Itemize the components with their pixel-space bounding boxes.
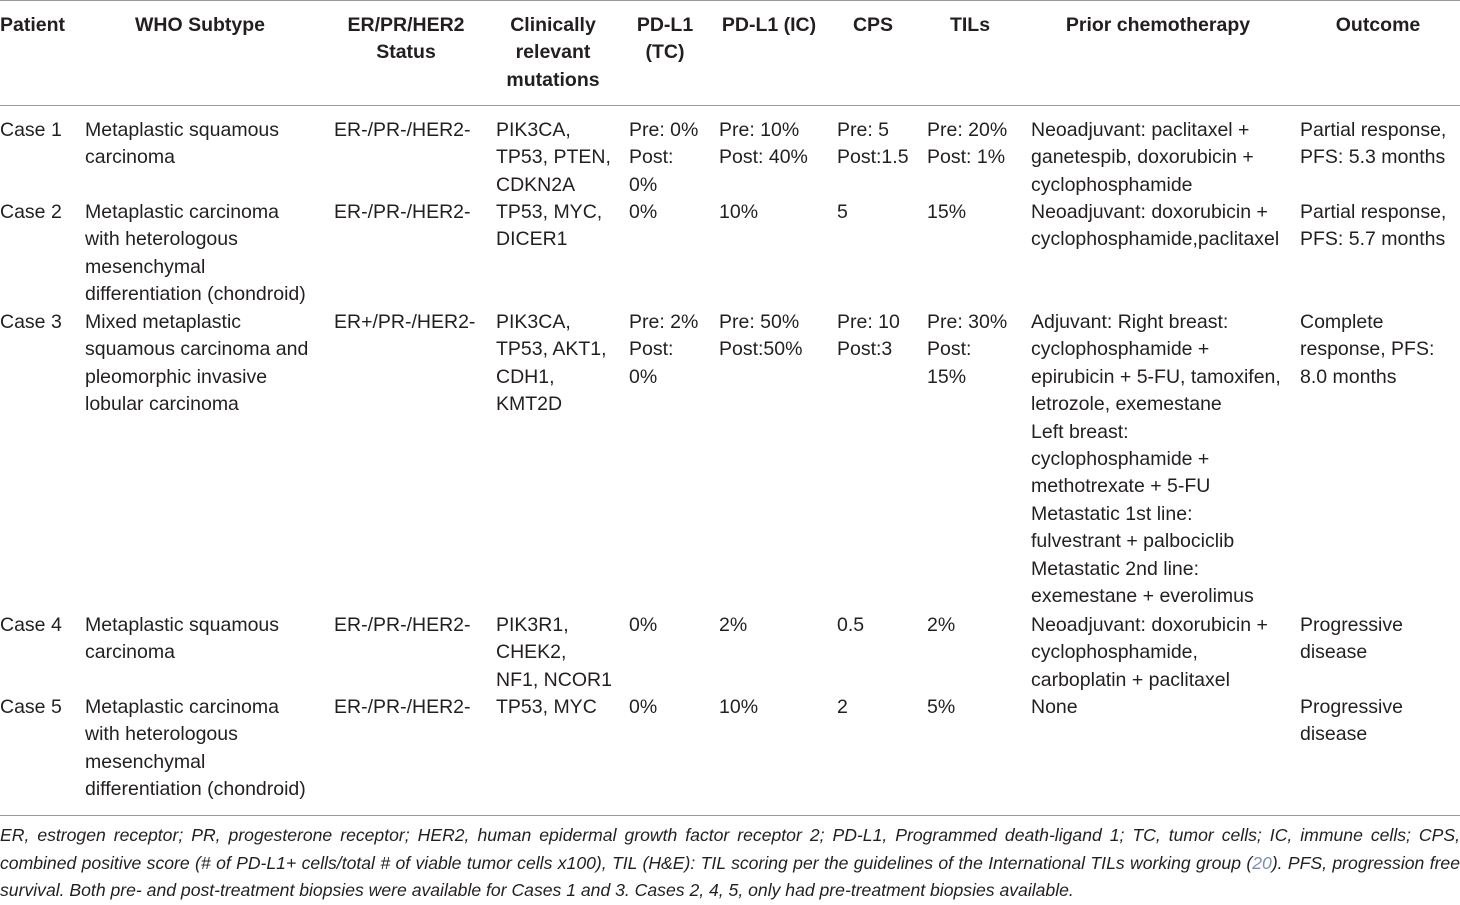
cell-patient: Case 4 <box>0 614 62 636</box>
cell-prior-chemotherapy: Neoadjuvant: paclitaxel + ganetespib, doxorubicin + cyclophosphamide <box>1031 119 1254 196</box>
cell-who-subtype: Metaplastic carcinoma with heterologous mesenchymal differentiation (chondroid) <box>85 201 306 306</box>
col-header-patient: Patient <box>0 14 66 36</box>
cell-pdl1-ic: 2% <box>719 614 748 636</box>
table-header-rule <box>0 105 1460 106</box>
cell-who-subtype: Mixed metaplastic squamous carcinoma and pleomorphic invasive lobular carcinoma <box>85 311 309 416</box>
col-header-status: ER/PR/HER2 Status <box>347 14 465 64</box>
cell-tils: 15% <box>927 201 967 223</box>
cell-outcome: Partial response, PFS: 5.7 months <box>1300 201 1447 251</box>
cell-status: ER-/PR-/HER2- <box>334 201 471 223</box>
cell-status: ER-/PR-/HER2- <box>334 696 471 718</box>
cell-outcome: Progressive disease <box>1300 696 1403 746</box>
cell-pdl1-ic: Pre: 10% Post: 40% <box>719 119 808 169</box>
cell-status: ER-/PR-/HER2- <box>334 614 471 636</box>
cell-prior-chemotherapy: Adjuvant: Right breast: cyclophosphamide + epirubicin + 5-FU, tamoxifen, letrozole, exemestane Left breast: cyclophosphamide + methotrexate + 5-FU Metastatic 1st line: fulvestrant + palbociclib Metastatic 2nd line: exemestane + everolimus <box>1031 311 1281 608</box>
col-header-pdl1-ic: PD-L1 (IC) <box>721 14 817 36</box>
table-bottom-rule <box>0 815 1460 816</box>
cell-pdl1-tc: 0% <box>629 696 658 718</box>
col-header-pdl1-tc: PD-L1 (TC) <box>636 14 694 64</box>
table-top-rule <box>0 0 1460 1</box>
cell-pdl1-tc: Pre: 0% Post: 0% <box>629 119 699 196</box>
col-header-who-subtype: WHO Subtype <box>135 14 265 36</box>
cell-mutations: PIK3CA, TP53, AKT1, CDH1, KMT2D <box>496 311 607 416</box>
table-footnote <box>0 822 1460 905</box>
col-header-cps: CPS <box>852 14 894 36</box>
cell-cps: 5 <box>837 201 848 223</box>
cell-patient: Case 2 <box>0 201 62 223</box>
cell-tils: 5% <box>927 696 956 718</box>
cell-outcome: Complete response, PFS: 8.0 months <box>1300 311 1435 388</box>
cell-pdl1-ic: Pre: 50% Post:50% <box>719 311 803 361</box>
cell-patient: Case 5 <box>0 696 62 718</box>
cell-pdl1-tc: Pre: 2% Post: 0% <box>629 311 699 388</box>
cell-tils: Pre: 30% Post: 15% <box>927 311 1008 388</box>
cell-tils: 2% <box>927 614 956 636</box>
cell-cps: 0.5 <box>837 614 865 636</box>
col-header-prior-chemotherapy: Prior chemotherapy <box>1065 14 1251 36</box>
cell-status: ER+/PR-/HER2- <box>334 311 476 333</box>
cell-prior-chemotherapy: Neoadjuvant: doxorubicin + cyclophosphamide, carboplatin + paclitaxel <box>1031 614 1268 691</box>
cell-cps: 2 <box>837 696 848 718</box>
cell-outcome: Progressive disease <box>1300 614 1403 664</box>
cell-mutations: PIK3R1, CHEK2, NF1, NCOR1 <box>496 614 612 691</box>
cell-mutations: PIK3CA, TP53, PTEN, CDKN2A <box>496 119 611 196</box>
cell-who-subtype: Metaplastic squamous carcinoma <box>85 614 280 664</box>
cell-prior-chemotherapy: None <box>1031 696 1078 718</box>
col-header-outcome: Outcome <box>1335 14 1421 36</box>
cell-pdl1-tc: 0% <box>629 201 658 223</box>
reference-link[interactable]: 20 <box>1252 852 1272 873</box>
cell-cps: Pre: 5 Post:1.5 <box>837 119 909 169</box>
cell-who-subtype: Metaplastic carcinoma with heterologous mesenchymal differentiation (chondroid) <box>85 696 306 801</box>
col-header-mutations: Clinically relevant mutations <box>506 14 600 91</box>
cell-who-subtype: Metaplastic squamous carcinoma <box>85 119 280 169</box>
footnote-text: ER, estrogen receptor; PR, progesterone receptor; HER2, human epidermal growth factor receptor 2; PD-L1, Programmed death-ligand 1; TC, tumor cells; IC, immune cells; CPS, combined positive score (# of PD-L1+ cells/total # of viable tumor cells x100), TIL (H&E): TIL scoring per the guidelines of the International TILs working group ( <box>0 825 1460 873</box>
col-header-tils: TILs <box>949 14 991 36</box>
cell-patient: Case 1 <box>0 119 62 141</box>
cell-mutations: TP53, MYC <box>496 696 597 718</box>
cell-patient: Case 3 <box>0 311 62 333</box>
cell-pdl1-tc: 0% <box>629 614 658 636</box>
cell-cps: Pre: 10 Post:3 <box>837 311 900 361</box>
cell-mutations: TP53, MYC, DICER1 <box>496 201 603 251</box>
cell-tils: Pre: 20% Post: 1% <box>927 119 1008 169</box>
cell-outcome: Partial response, PFS: 5.3 months <box>1300 119 1447 169</box>
footnote-text-end: ). PFS, progression free survival. Both pre- and post-treatment biopsies were available for Cases 1 and 3. Cases 2, 4, 5, only had pre-treatment biopsies available. <box>0 852 1460 900</box>
cell-pdl1-ic: 10% <box>719 201 759 223</box>
cell-pdl1-ic: 10% <box>719 696 759 718</box>
cell-status: ER-/PR-/HER2- <box>334 119 471 141</box>
cell-prior-chemotherapy: Neoadjuvant: doxorubicin + cyclophosphamide,paclitaxel <box>1031 201 1280 251</box>
